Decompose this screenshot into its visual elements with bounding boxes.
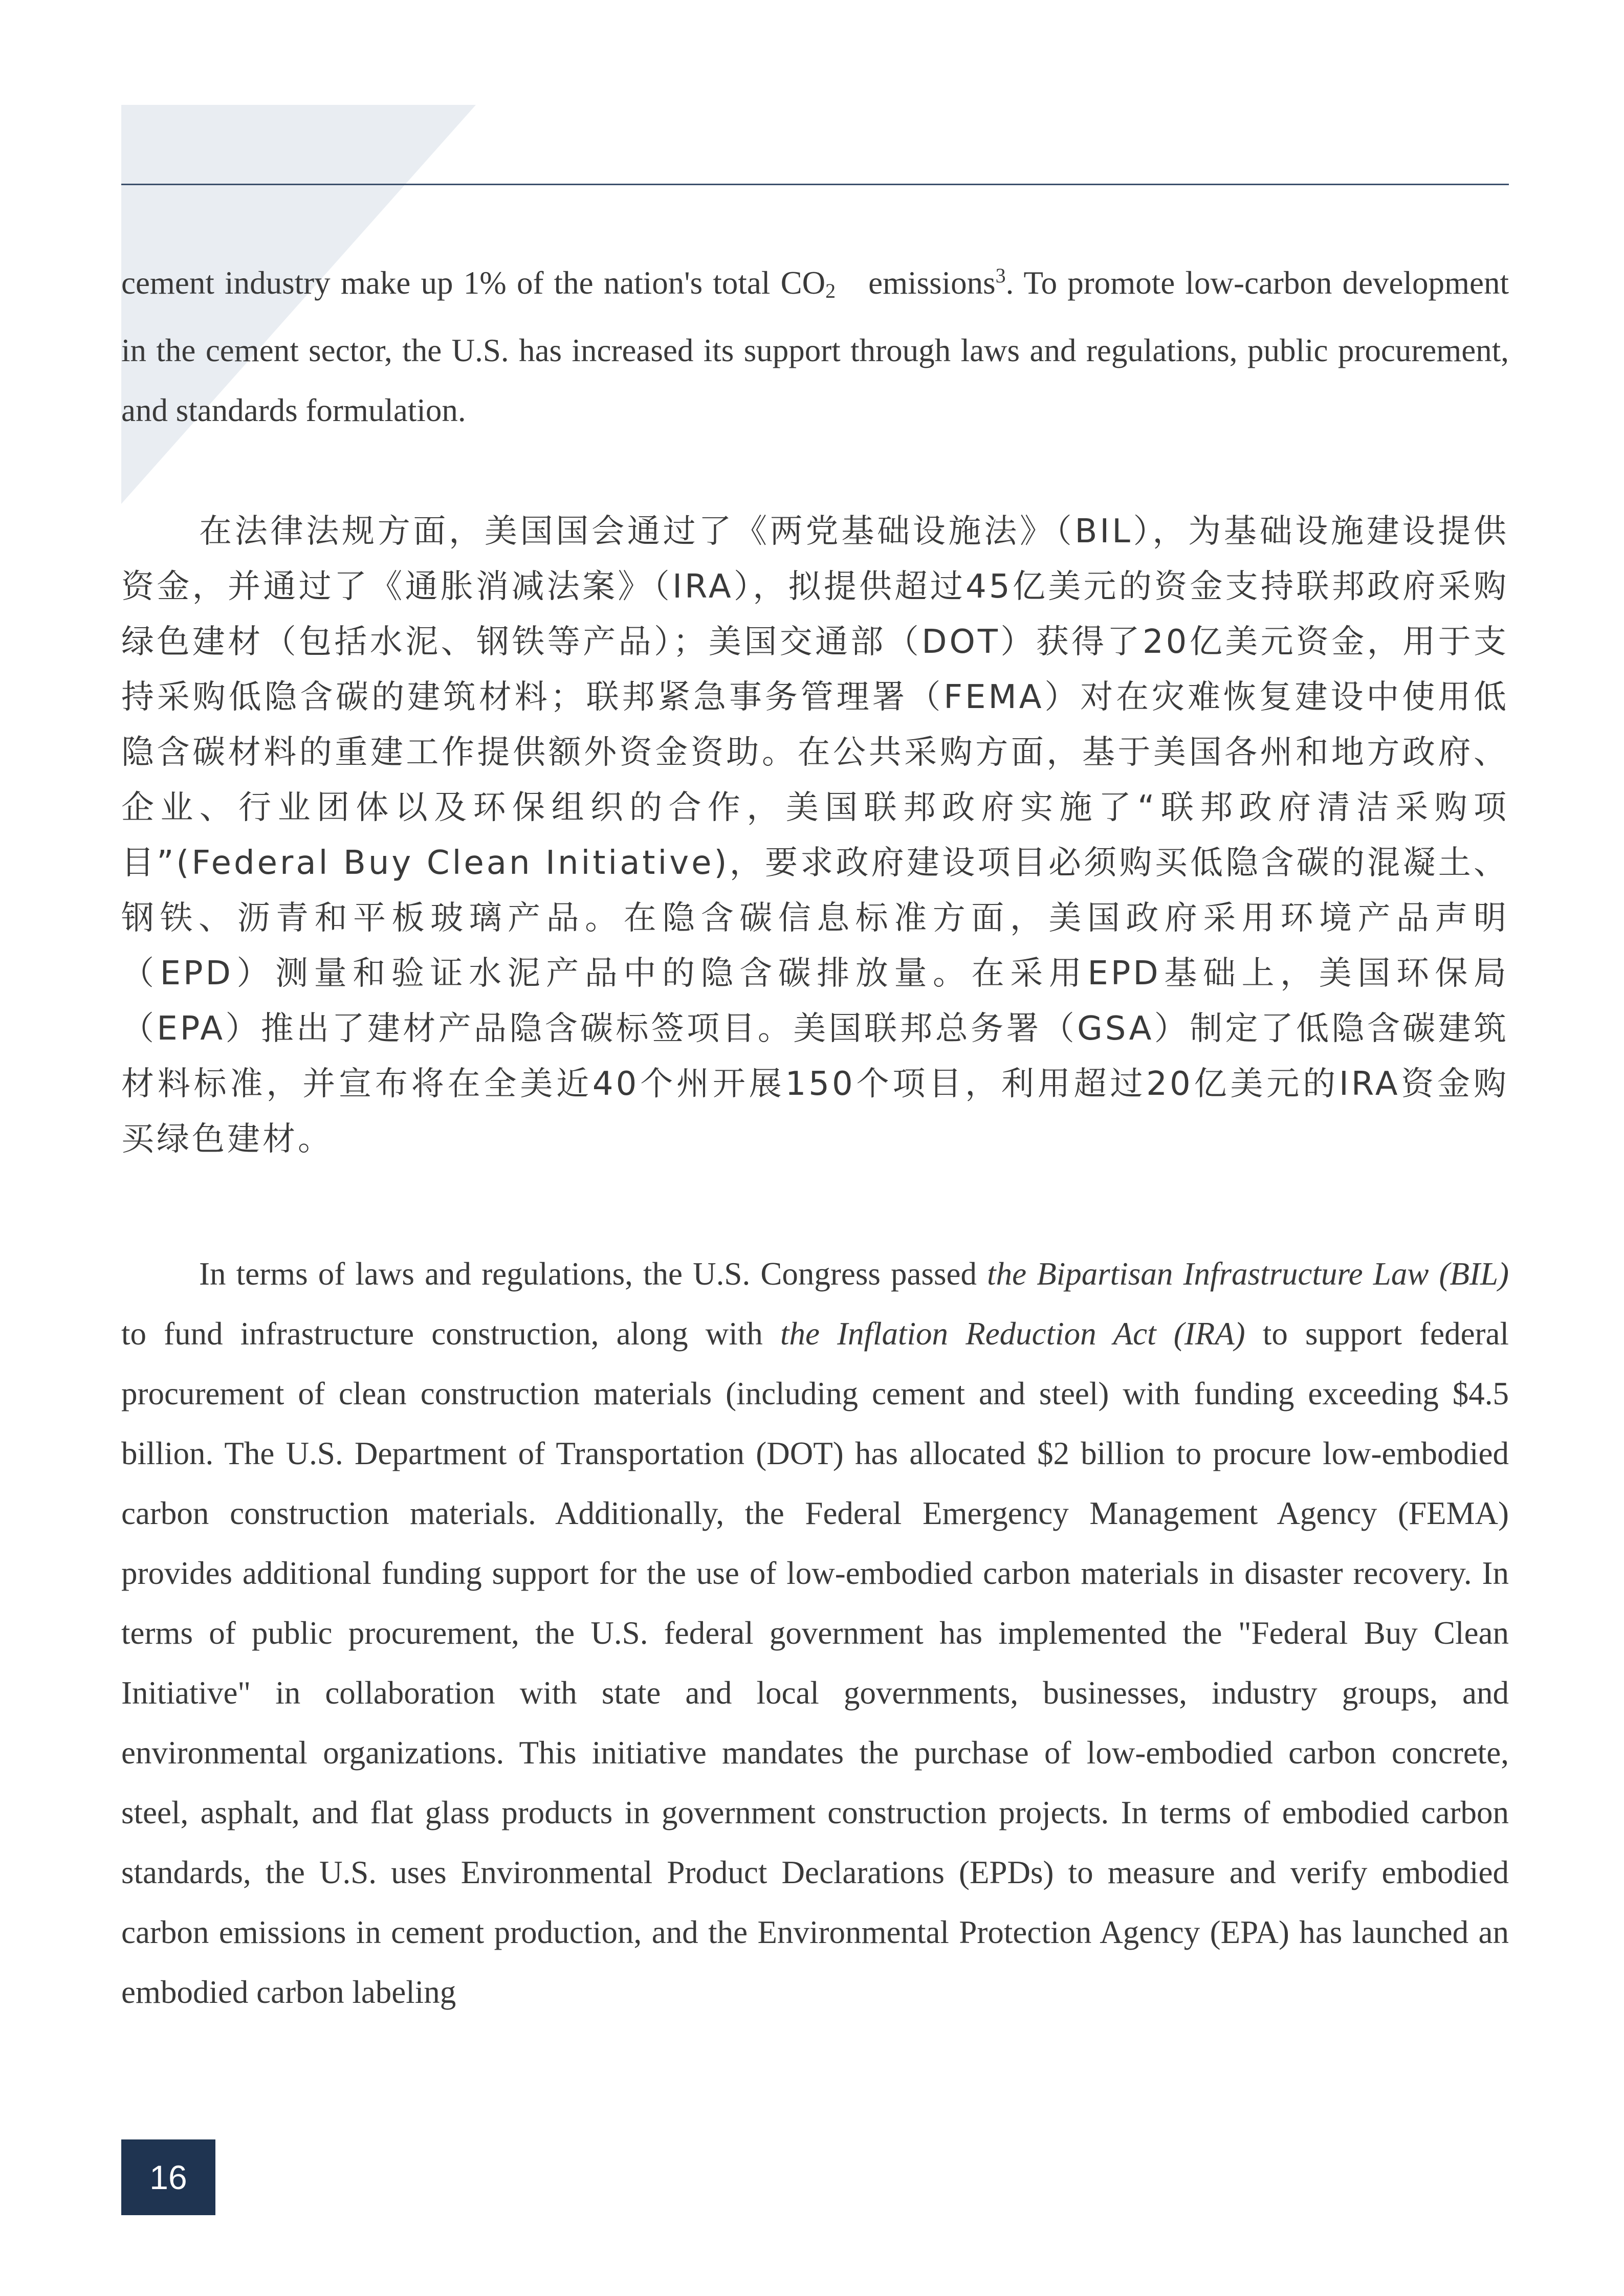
continued-paragraph-text [121, 246, 1509, 440]
chinese-paragraph-block [121, 504, 1509, 1167]
english-paragraph-block [121, 1244, 1509, 2022]
footnote-marker: 3 [995, 264, 1006, 287]
text-run: In terms of laws and regulations, the U.S. Congress passed [199, 1256, 987, 1292]
chinese-paragraph: 在法律法规方面，美国国会通过了《两党基础设施法》（BIL），为基础设施建设提供资金，并通过了《通胀消减法案》（IRA），拟提供超过45亿美元的资金支持联邦政府采购绿色建材（包括水泥、钢铁等产品）；美国交通部（DOT）获得了20亿美元资金，用于支持采购低隐含碳的建筑材料；联邦紧急事务管理署（FEMA）对在灾难恢复建设中使用低隐含碳材料的重建工作提供额外资金资助。在公共采购方面，基于美国各州和地方政府、企业、行业团体以及环保组织的合作，美国联邦政府实施了“联邦政府清洁采购项目”(Federal Buy Clean Initiative)，要求政府建设项目必须购买低隐含碳的混凝土、钢铁、沥青和平板玻璃产品。在隐含碳信息标准方面，美国政府采用环境产品声明（EPD）测量和验证水泥产品中的隐含碳排放量。在采用EPD基础上，美国环保局（EPA）推出了建材产品隐含碳标签项目。美国联邦总务署（GSA）制定了低隐含碳建筑材料标准，并宣布将在全美近40个州开展150个项目，利用超过20亿美元的IRA资金购买绿色建材。 [121, 513, 1509, 1158]
english-paragraph [121, 1244, 1509, 2022]
header-rule [121, 184, 1509, 185]
text-run: . To promote low-carbon development in the cement sector, the U.S. has increased its support through laws and regulations, public procurement, and standards formulation. [121, 265, 1509, 428]
italic-law-title: the Bipartisan Infrastructure Law (BIL) [987, 1256, 1509, 1292]
page-number: 16 [149, 2158, 187, 2196]
text-run: to fund infrastructure construction, along with [121, 1316, 780, 1352]
co2-subscript: 2 [825, 279, 836, 302]
italic-act-title: the Inflation Reduction Act (IRA) [780, 1316, 1245, 1352]
text-run: emissions [868, 265, 996, 301]
page-number-box [121, 2139, 215, 2215]
text-run: to support federal procurement of clean construction materials (including cement and steel) with funding exceeding $4.5 billion. The U.S. Department of Transportation (DOT) has allocated $2 billion to procure low-embodied carbon construction materials. Additionally, the Federal Emergency Management Agency (FEMA) provides additional funding support for the use of low-embodied carbon materials in disaster recovery. In terms of public procurement, the U.S. federal government has implemented the "Federal Buy Clean Initiative" in collaboration with state and local governments, businesses, industry groups, and environmental organizations. This initiative mandates the purchase of low-embodied carbon concrete, steel, asphalt, and flat glass products in government construction projects. In terms of embodied carbon standards, the U.S. uses Environmental Product Declarations (EPDs) to measure and verify embodied carbon emissions in cement production, and the Environmental Protection Agency (EPA) has launched an embodied carbon labeling [121, 1316, 1509, 2010]
continued-paragraph [121, 246, 1509, 440]
text-run: cement industry make up 1% of the nation's total CO [121, 265, 826, 301]
